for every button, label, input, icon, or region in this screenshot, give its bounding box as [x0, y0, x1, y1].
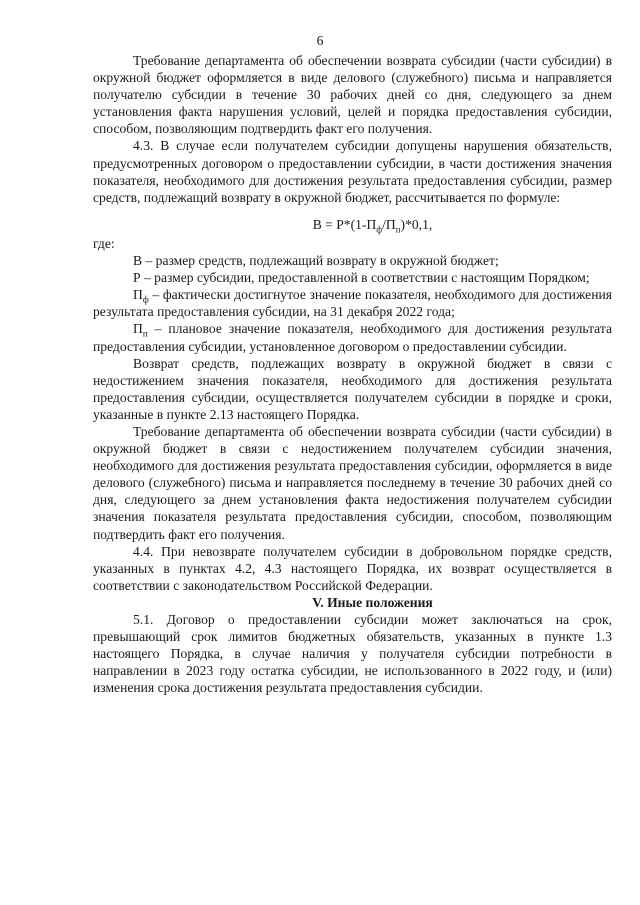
definition-pp — [93, 320, 612, 354]
page-body — [93, 52, 612, 696]
page-number: 6 — [316, 33, 324, 48]
formula — [133, 216, 612, 233]
paragraph-demand-2: Требование департамента об обеспечении возврата субсидии (части субсидии) в окружной бюджет в связи с недостижением получателем субсидии значения, необходимого для достижения результата предоставления субсидии, оформляется в виде делового (служебного) письма и направляется последнему в течение 30 рабочих дней со дня, следующего за днем установления факта недостижения получателем субсидии значения показателя результата предоставления субсидии, способом, позволяющим подтвердить факт его получения. — [93, 423, 612, 542]
definition-pf — [93, 286, 612, 320]
formula-rhs: )*0,1, — [400, 216, 433, 232]
definition-pf-text: – фактически достигнутое значение показателя, необходимого для достижения результата предоставления субсидии, на 31 декабря 2022 года; — [93, 287, 612, 320]
definition-r: Р – размер субсидии, предоставленной в соответствии с настоящим Порядком; — [133, 270, 590, 286]
paragraph-4-3: 4.3. В случае если получателем субсидии допущены нарушения обязательств, предусмотренных договором о предоставлении субсидии, в части достижения значения показателя, необходимого для достижения результата предоставления субсидии, размер средств, подлежащий возврату в окружной бюджет, рассчитывается по формуле: — [93, 138, 612, 205]
definition-pp-sub: п — [142, 329, 148, 340]
paragraph-return: Возврат средств, подлежащих возврату в окружной бюджет в связи с недостижением значения показателя, необходимого для достижения результата предоставления субсидии, осуществляется получателем субсидии в порядке и сроки, указанные в пункте 2.13 настоящего Порядка. — [93, 355, 612, 422]
definition-pp-symbol: П — [133, 321, 143, 337]
definition-pf-symbol: П — [133, 287, 143, 303]
formula-slash: /П — [382, 216, 396, 232]
definition-pp-text: – плановое значение показателя, необходимого для достижения результата предоставления субсидии, установленное договором о предоставлении субсидии. — [93, 321, 612, 354]
paragraph-4-4: 4.4. При невозврате получателем субсидии в добровольном порядке средств, указанных в пунктах 4.2, 4.3 настоящего Порядка, их возврат осуществляется в соответствии с законодательством Российской Федерации. — [93, 543, 612, 593]
section-heading: V. Иные положения — [312, 594, 433, 610]
formula-sub-f: ф — [376, 224, 383, 235]
where-label: где: — [93, 235, 115, 251]
formula-lhs: В = Р*(1-П — [312, 216, 377, 232]
definition-b: В – размер средств, подлежащий возврату в окружной бюджет; — [133, 253, 499, 269]
paragraph-demand-1: Требование департамента об обеспечении возврата субсидии (части субсидии) в окружной бюджет оформляется в виде делового (служебного) письма и направляется получателю субсидии в течение 30 рабочих дней со дня, следующего за днем установления факта нарушения условий, целей и порядка предоставления субсидии, способом, позволяющим подтвердить факт его получения. — [93, 53, 612, 137]
definition-pf-sub: ф — [142, 294, 149, 305]
paragraph-5-1: 5.1. Договор о предоставлении субсидии может заключаться на срок, превышающий срок лимитов бюджетных обязательств, указанных в пункте 1.3 настоящего Порядка, в случае наличия у получателя субсидии потребности в направлении в 2023 году остатка субсидии, не использованного в 2022 году, и (или) изменения срока достижения результата предоставления субсидии. — [93, 612, 612, 696]
formula-sub-p: п — [395, 224, 401, 235]
